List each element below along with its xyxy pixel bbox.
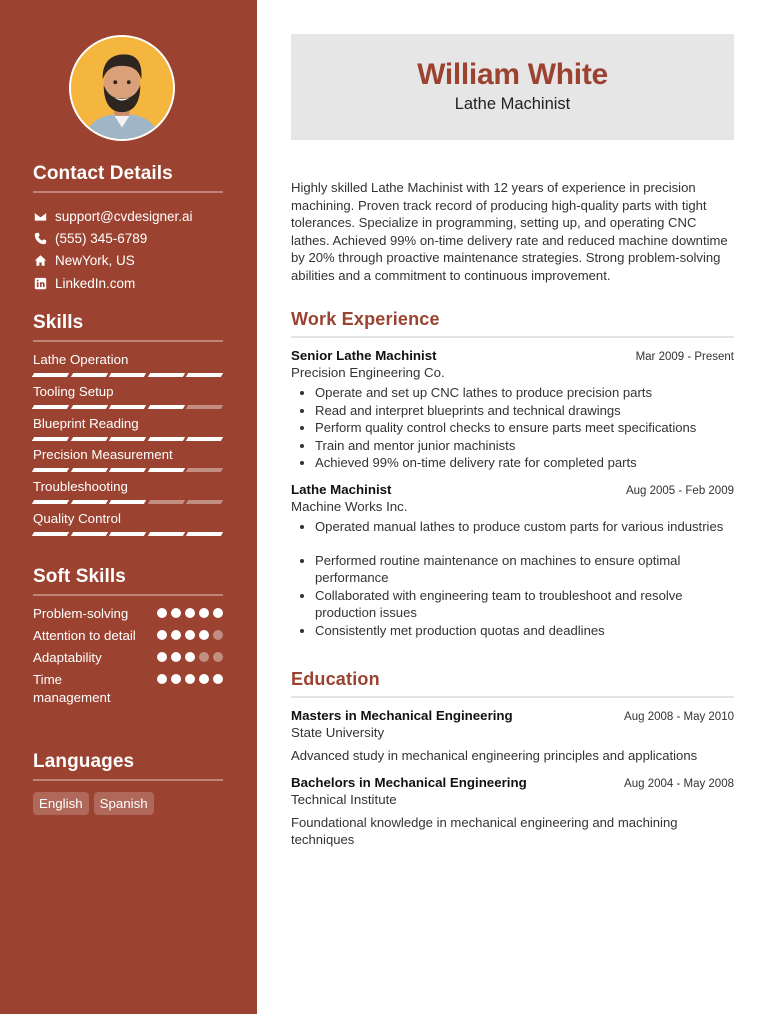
sidebar — [0, 0, 257, 1014]
skill-item — [33, 351, 223, 383]
skill-item — [33, 446, 223, 478]
skill-level-segment — [70, 500, 107, 504]
rating-dot — [185, 608, 195, 618]
job-entry — [291, 348, 734, 472]
education-date: Aug 2008 - May 2010 — [624, 711, 734, 723]
skill-item — [33, 478, 223, 510]
contact-linkedin[interactable] — [33, 272, 223, 294]
job-bullet: • Operated manual lathes to produce custom parts for various industries — [315, 518, 734, 536]
soft-skill-item — [33, 671, 223, 707]
skill-level-segment — [32, 500, 69, 504]
job-bullet: • Achieved 99% on-time delivery rate for completed parts — [315, 454, 734, 472]
skill-level-segment — [70, 405, 107, 409]
language-list — [33, 792, 223, 815]
home-icon — [33, 254, 47, 268]
skill-level-bar — [33, 532, 222, 536]
skill-level-segment — [148, 468, 185, 472]
skill-level-segment — [148, 532, 185, 536]
skill-level-segment — [186, 500, 223, 504]
contact-phone-text: (555) 345-6789 — [55, 230, 148, 246]
skill-level-bar — [33, 373, 222, 377]
language-tag: English — [33, 792, 89, 815]
soft-skill-item — [33, 649, 223, 667]
skill-label: Lathe Operation — [33, 352, 129, 367]
rating-dot — [157, 674, 167, 684]
job-bullet: • Read and interpret blueprints and technical drawings — [315, 402, 734, 420]
skill-level-segment — [148, 405, 185, 409]
phone-icon — [33, 231, 47, 245]
job-entry — [291, 482, 734, 640]
rating-dot — [157, 652, 167, 662]
rating-dot — [199, 630, 209, 640]
skill-label: Tooling Setup — [33, 383, 114, 399]
skill-level-bar — [33, 468, 222, 472]
job-company: Machine Works Inc. — [291, 498, 408, 514]
job-bullets — [291, 518, 734, 640]
rating-dot — [157, 608, 167, 618]
rating-dot — [213, 630, 223, 640]
degree-title: Bachelors in Mechanical Engineering — [291, 774, 527, 790]
skill-label: Quality Control — [33, 510, 121, 526]
rating-dot — [185, 630, 195, 640]
skill-item — [33, 383, 223, 415]
linkedin-icon — [33, 276, 47, 290]
skill-level-segment — [186, 468, 223, 472]
skill-level-segment — [70, 373, 107, 377]
skill-level-segment — [70, 532, 107, 536]
contact-email[interactable] — [33, 205, 223, 227]
rating-dot — [185, 674, 195, 684]
work-experience-section — [291, 309, 734, 640]
skill-level-segment — [148, 500, 185, 504]
contact-location — [33, 250, 223, 272]
job-date: Aug 2005 - Feb 2009 — [625, 484, 734, 497]
rating-dot — [213, 674, 223, 684]
contact-phone[interactable] — [33, 227, 223, 249]
school-name: Technical Institute — [291, 791, 397, 807]
rating-dot — [199, 652, 209, 662]
soft-skill-label: Problem-solving — [33, 606, 129, 621]
education-description: Advanced study in mechanical engineering principles and applications — [291, 748, 698, 763]
skill-level-segment — [32, 373, 69, 377]
rating-dot — [171, 652, 181, 662]
soft-skill-item — [33, 605, 223, 623]
job-title: Lathe Machinist — [291, 481, 392, 497]
soft-skill-label: Attention to detail — [33, 628, 136, 643]
skill-level-segment — [186, 373, 223, 377]
skill-level-segment — [109, 437, 146, 441]
skill-level-segment — [32, 405, 69, 409]
soft-skill-label: Adaptability — [33, 650, 102, 665]
job-company: Precision Engineering Co. — [291, 365, 445, 380]
job-bullet: • Consistently met production quotas and deadlines — [315, 622, 734, 640]
work-experience-title: Work Experience — [291, 309, 734, 338]
education-description: Foundational knowledge in mechanical engineering and machining techniques — [291, 814, 678, 848]
education-entry — [291, 708, 734, 765]
candidate-name: William White — [417, 58, 608, 91]
profile-photo-illustration — [71, 37, 173, 139]
skills-title: Skills — [33, 312, 223, 342]
skill-label: Troubleshooting — [33, 479, 128, 495]
soft-skill-rating — [157, 630, 223, 640]
language-tag: Spanish — [94, 792, 154, 815]
languages-section — [33, 751, 223, 815]
education-title: Education — [291, 669, 734, 698]
skills-section — [33, 312, 223, 542]
rating-dot — [171, 630, 181, 640]
job-title: Senior Lathe Machinist — [291, 348, 437, 363]
job-bullet: • Perform quality control checks to ensure parts meet specifications — [315, 419, 734, 437]
skill-level-segment — [186, 405, 223, 409]
job-date: Mar 2009 - Present — [635, 351, 734, 363]
skill-level-bar — [33, 500, 222, 504]
contact-list — [33, 205, 223, 294]
education-section — [291, 669, 734, 849]
degree-title: Masters in Mechanical Engineering — [291, 708, 513, 723]
profile-summary: Highly skilled Lathe Machinist with 12 years of experience in precision machining. Proven track record of producing high-quality parts with tight tolerances. Specialize in programming, setting up, and operating CNC lathes. Achieved 99% on-time delivery rate and reduced machine downtime by 20% through proactive maintenance strategies. Strong problem-solving abilities and a commitment to continuous improvement. — [291, 180, 728, 283]
soft-skill-rating — [157, 608, 223, 618]
job-bullets — [291, 384, 734, 472]
skill-level-segment — [109, 500, 146, 504]
resume-header — [291, 34, 734, 140]
skill-level-segment — [148, 437, 185, 441]
skill-level-segment — [109, 405, 146, 409]
job-bullet: • Train and mentor junior machinists — [315, 437, 734, 455]
contact-email-text: support@cvdesigner.ai — [55, 208, 193, 224]
skill-level-segment — [109, 373, 146, 377]
skill-level-segment — [32, 437, 69, 441]
soft-skill-label: Time management — [33, 672, 111, 705]
job-bullet: • Collaborated with engineering team to troubleshoot and resolve production issues — [315, 587, 734, 622]
soft-skills-title: Soft Skills — [33, 566, 223, 596]
contact-section — [33, 163, 223, 294]
skill-level-segment — [148, 373, 185, 377]
soft-skill-item — [33, 627, 223, 645]
candidate-title: Lathe Machinist — [454, 95, 571, 113]
skill-list — [33, 351, 223, 542]
job-bullet: • Operate and set up CNC lathes to produce precision parts — [315, 384, 734, 402]
soft-skill-rating — [157, 674, 223, 684]
rating-dot — [213, 652, 223, 662]
skill-level-segment — [186, 532, 223, 536]
avatar — [69, 35, 175, 141]
skill-item — [33, 510, 223, 542]
skill-item — [33, 415, 223, 447]
skill-level-bar — [33, 405, 222, 409]
rating-dot — [213, 608, 223, 618]
skill-level-segment — [186, 437, 223, 441]
skill-level-segment — [109, 468, 146, 472]
contact-location-text: NewYork, US — [55, 253, 135, 269]
job-bullet: • Performed routine maintenance on machines to ensure optimal performance — [315, 552, 734, 587]
rating-dot — [185, 652, 195, 662]
rating-dot — [171, 674, 181, 684]
soft-skills-section — [33, 566, 223, 707]
education-entry — [291, 775, 734, 849]
soft-skill-rating — [157, 652, 223, 662]
contact-linkedin-text: LinkedIn.com — [55, 275, 136, 291]
skill-level-segment — [32, 468, 69, 472]
skill-level-segment — [32, 532, 69, 536]
school-name: State University — [291, 725, 385, 740]
skill-level-bar — [33, 437, 222, 441]
skill-level-segment — [70, 437, 107, 441]
rating-dot — [199, 674, 209, 684]
skill-level-segment — [70, 468, 107, 472]
soft-skill-list — [33, 605, 223, 707]
rating-dot — [199, 608, 209, 618]
education-date: Aug 2004 - May 2008 — [624, 777, 734, 790]
rating-dot — [171, 608, 181, 618]
contact-title: Contact Details — [33, 163, 223, 193]
skill-label: Precision Measurement — [33, 447, 173, 463]
skill-label: Blueprint Reading — [33, 415, 139, 431]
envelope-icon — [33, 209, 47, 223]
skill-level-segment — [109, 532, 146, 536]
languages-title: Languages — [33, 751, 223, 781]
rating-dot — [157, 630, 167, 640]
